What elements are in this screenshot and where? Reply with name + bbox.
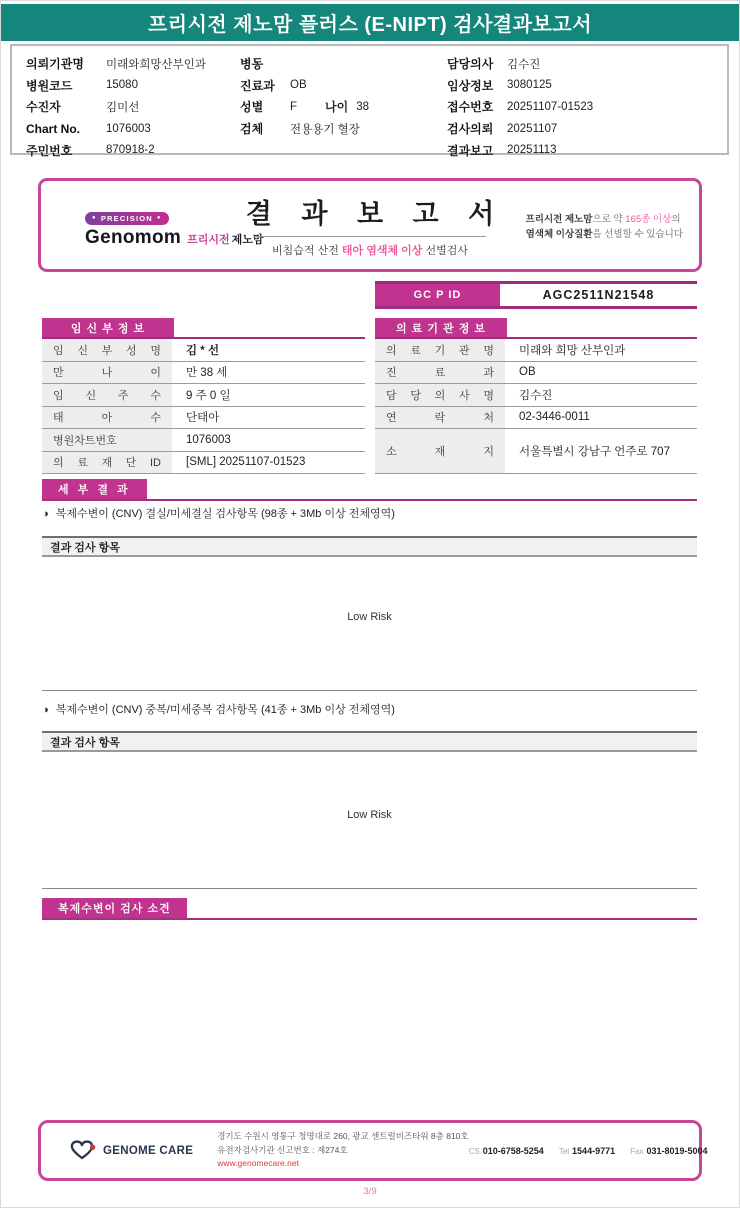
row-label: 진 료 과 bbox=[375, 362, 505, 384]
table-row bbox=[42, 339, 365, 362]
field-value: 870918-2 bbox=[106, 144, 155, 157]
website-link[interactable]: www.genomecare.net bbox=[217, 1158, 299, 1169]
badge-dot-icon: ● bbox=[156, 215, 162, 221]
maternal-table-title: 임 신 부 정 보 bbox=[42, 318, 174, 337]
field-chart-no bbox=[26, 118, 241, 140]
banner-note-line2: 염색체 이상질환을 선별할 수 있습니다 bbox=[525, 229, 683, 241]
footer-box bbox=[38, 1120, 708, 1181]
field-resident-no bbox=[26, 139, 241, 161]
row-label: 의 료 재 단 ID bbox=[42, 452, 172, 474]
section-divider bbox=[42, 690, 697, 691]
field-label: 주민번호 bbox=[26, 143, 73, 158]
field-value: 3080125 bbox=[507, 79, 552, 92]
row-label: 태 아 수 bbox=[42, 407, 172, 429]
findings-section-bar bbox=[42, 898, 697, 920]
row-value: 김수진 bbox=[519, 389, 553, 402]
field-label: 진료과 bbox=[240, 78, 275, 93]
banner-note-line1: 프리시전 제노맘으로 약 165종 이상의 bbox=[525, 214, 681, 225]
field-clinical-info bbox=[447, 75, 722, 97]
detailed-results-title: 세 부 결 과 bbox=[42, 479, 147, 499]
report-title: 프리시전 제노맘 플러스 (E-NIPT) 검사결과보고서 bbox=[147, 14, 593, 36]
field-value: 전용용기 혈장 bbox=[290, 123, 360, 136]
field-ward bbox=[240, 53, 445, 75]
field-value: 38 bbox=[356, 100, 370, 113]
field-value: 20251113 bbox=[507, 144, 557, 157]
row-value: 미래와 희망 산부인과 bbox=[519, 344, 626, 357]
cnv-deletion-table-header bbox=[42, 536, 697, 557]
request-info-col1 bbox=[26, 53, 241, 161]
fax-contact: Fax 031-8019-5004 bbox=[630, 1145, 708, 1156]
field-label: 병원코드 bbox=[26, 78, 73, 93]
field-value: 15080 bbox=[106, 79, 138, 92]
field-value: 김수진 bbox=[507, 58, 541, 71]
field-value: 미래와희망산부인과 bbox=[106, 58, 206, 71]
heading-text: 복제수변이 (CNV) 중복/미세중복 검사항목 (41종 + 3Mb 이상 전체영역) bbox=[55, 704, 395, 716]
heading-text: 복제수변이 (CNV) 결실/미세결실 검사항목 (98종 + 3Mb 이상 전체영역) bbox=[55, 508, 395, 520]
cnv-deletion-heading bbox=[42, 505, 395, 521]
row-value: 단태아 bbox=[186, 412, 220, 425]
field-label: 수진자 bbox=[26, 100, 61, 115]
clinic-table-header bbox=[375, 318, 697, 339]
row-value: 서울특별시 강남구 언주로 707 bbox=[519, 446, 670, 458]
row-label: 임 신 주 수 bbox=[42, 384, 172, 406]
genome-care-name: GENOME CARE bbox=[103, 1144, 194, 1157]
field-value: F bbox=[290, 100, 298, 113]
row-value: [SML] 20251107-01523 bbox=[186, 456, 306, 469]
row-label: 임 신 부 성 명 bbox=[42, 339, 172, 361]
row-value: 만 38 세 bbox=[186, 367, 228, 380]
banner-right-note bbox=[526, 212, 683, 242]
field-label: 결과보고 bbox=[447, 143, 494, 158]
brand-line bbox=[85, 227, 263, 249]
address-line2: 유전자검사기관 신고번호 : 제274호 bbox=[217, 1144, 348, 1155]
table-row bbox=[42, 362, 365, 385]
detailed-results-section-bar bbox=[42, 479, 697, 501]
cnv-duplication-table-header bbox=[42, 731, 697, 752]
cnv-duplication-result: Low Risk bbox=[347, 809, 392, 821]
cs-contact: CS 010-6758-5254 bbox=[468, 1145, 544, 1156]
field-specimen bbox=[240, 118, 445, 140]
brand-sub-black: 제노맘 bbox=[231, 233, 264, 246]
table-row bbox=[42, 452, 365, 475]
field-accession-no bbox=[447, 96, 722, 118]
row-label: 소 재 지 bbox=[375, 429, 505, 473]
cnv-deletion-result: Low Risk bbox=[347, 611, 392, 623]
banner-subtitle bbox=[246, 242, 494, 258]
field-request-date bbox=[447, 118, 722, 140]
field-hospital-code bbox=[26, 75, 241, 97]
maternal-info-table bbox=[42, 318, 365, 474]
row-value: 02-3446-0011 bbox=[519, 411, 590, 424]
field-report-date bbox=[447, 139, 722, 161]
field-label: 나이 bbox=[325, 100, 349, 115]
table-row bbox=[42, 429, 365, 452]
row-value: 1076003 bbox=[186, 433, 231, 446]
banner-center bbox=[245, 192, 506, 258]
banner-title: 결 과 보 고 서 bbox=[245, 199, 506, 229]
table-row bbox=[42, 407, 365, 430]
badge-dot-icon: ● bbox=[92, 215, 97, 221]
field-value: 20251107-01523 bbox=[507, 100, 594, 113]
row-label: 만 나 이 bbox=[42, 362, 172, 384]
gcpid-row bbox=[375, 281, 697, 309]
subtitle-post: 선별검사 bbox=[422, 245, 468, 257]
genome-care-heart-icon bbox=[67, 1138, 97, 1163]
table-row bbox=[375, 429, 697, 474]
field-doctor bbox=[447, 53, 722, 75]
banner-divider bbox=[254, 236, 486, 237]
field-value: 20251107 bbox=[507, 122, 558, 135]
row-label: 연 락 처 bbox=[375, 407, 505, 429]
footer-contact bbox=[469, 1146, 708, 1156]
findings-title: 복제수변이 검사 소견 bbox=[42, 898, 187, 918]
address-line1: 경기도 수원시 영통구 청명대로 260, 광교 센트럴비즈타워 8층 810호 bbox=[217, 1131, 469, 1142]
cnv-duplication-heading bbox=[42, 701, 395, 717]
gcpid-value: AGC2511N21548 bbox=[542, 288, 655, 302]
subtitle-pre: 비침습적 산전 bbox=[272, 245, 342, 257]
field-patient-name bbox=[26, 96, 241, 118]
precision-badge-label: PRECISION bbox=[100, 213, 153, 223]
result-banner bbox=[38, 178, 702, 272]
half-circle-bullet-icon: ◑ bbox=[42, 508, 49, 520]
request-info-box bbox=[10, 44, 729, 158]
maternal-table-header bbox=[42, 318, 365, 339]
table-row bbox=[42, 384, 365, 407]
field-label: Chart No. bbox=[26, 121, 80, 136]
field-value: OB bbox=[290, 79, 307, 92]
request-info-col2 bbox=[240, 53, 445, 139]
row-value: 9 주 0 일 bbox=[186, 389, 231, 402]
field-label: 성별 bbox=[240, 100, 264, 115]
row-value: 김 * 선 bbox=[186, 344, 220, 357]
field-department bbox=[240, 75, 445, 97]
table-row bbox=[375, 407, 697, 430]
field-value: 김미선 bbox=[106, 101, 140, 114]
tel-contact: Tel 1544-9771 bbox=[558, 1145, 616, 1156]
row-value: OB bbox=[519, 366, 536, 379]
field-label: 임상정보 bbox=[447, 78, 494, 93]
half-circle-bullet-icon: ◑ bbox=[42, 704, 49, 716]
page-number: 3/9 bbox=[363, 1186, 377, 1197]
row-label: 병원차트번호 bbox=[42, 429, 172, 451]
subtitle-highlight: 태아 염색체 이상 bbox=[341, 245, 423, 257]
genome-care-logo bbox=[67, 1138, 193, 1163]
genomom-logo bbox=[85, 206, 263, 249]
field-label: 병동 bbox=[240, 57, 264, 72]
table-row bbox=[375, 384, 697, 407]
precision-badge bbox=[85, 212, 169, 225]
field-label: 담당의사 bbox=[447, 57, 494, 72]
table-row bbox=[375, 362, 697, 385]
section-divider bbox=[42, 888, 697, 889]
field-label: 접수번호 bbox=[447, 100, 494, 115]
table-header-label: 결과 검사 항목 bbox=[50, 736, 120, 749]
footer-address bbox=[217, 1130, 468, 1171]
field-label: 검사의뢰 bbox=[447, 122, 494, 137]
brand-name: Genomom bbox=[85, 226, 182, 248]
report-title-bar bbox=[1, 4, 739, 41]
field-requesting-clinic bbox=[26, 53, 241, 75]
clinic-info-table bbox=[375, 318, 697, 474]
request-info-col3 bbox=[447, 53, 722, 161]
field-sex-age bbox=[240, 96, 445, 118]
table-row bbox=[375, 339, 697, 362]
brand-sub-pink: 프리시전 bbox=[187, 233, 230, 246]
field-label: 검체 bbox=[240, 122, 264, 137]
table-header-label: 결과 검사 항목 bbox=[50, 541, 120, 554]
clinic-table-title: 의 료 기 관 정 보 bbox=[375, 318, 507, 337]
gcpid-label: GC P ID bbox=[375, 284, 500, 306]
row-label: 담 당 의 사 명 bbox=[375, 384, 505, 406]
field-label: 의뢰기관명 bbox=[26, 57, 84, 72]
row-label: 의 료 기 관 명 bbox=[375, 339, 505, 361]
field-value: 1076003 bbox=[106, 122, 151, 135]
